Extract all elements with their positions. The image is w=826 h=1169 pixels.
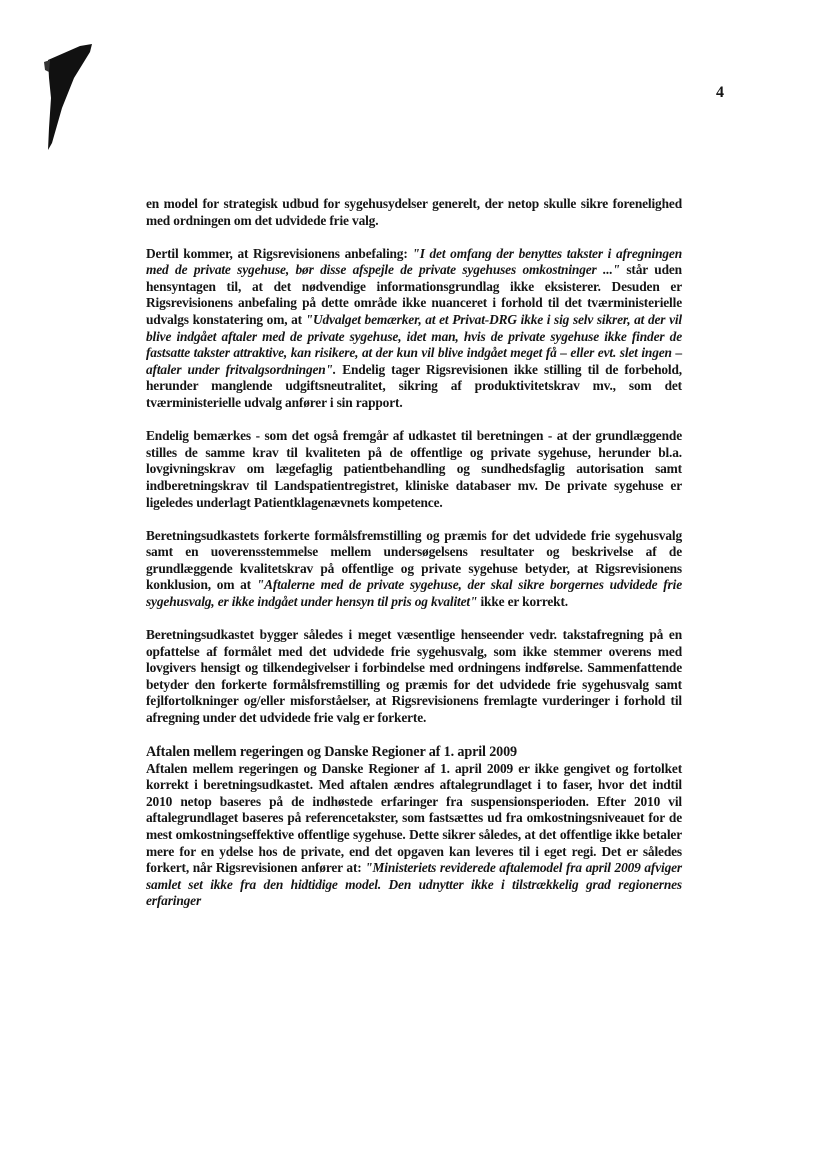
paragraph-4-part-a: Beretningsudkastets forkerte formålsfremstilling og præmis for det udvidede frie sygehusvalg samt en uoverensstemmelse mellem undersøgelsens resultater og beskrivelse af de grundlæggende kvalitetskrav på offentlige og private sygehuse betyder, at Rigsrevisionens konklusion, om at [146, 527, 682, 593]
paragraph-3: Endelig bemærkes - som det også fremgår af udkastet til beretningen - at der grundlæggende stilles de samme krav til kvaliteten på de offentlige og private sygehuse, herunder bl.a. lovgivningskrav om lægefaglig patientbehandling og sundhedsfaglig autorisation samt indberetningskrav til Landspatientregistret, kliniske databaser mv. De private sygehuse er ligeledes underlagt Patientklagenævnets kompetence. [146, 428, 682, 510]
paragraph-4 [146, 528, 682, 611]
quote-committee-remark: "Udvalget bemærker, at et Privat-DRG ikke i sig selv sikrer, at der vil blive indgået aftaler med de private sygehuse, idet man, hvis de private sygehuse ikke finder de fastsatte takster attraktive, kan risikere, at der kun vil blive indgået meget få – eller evt. slet ingen – aftaler under fritvalgsordningen". [146, 312, 682, 377]
scan-artifact-mark [40, 38, 100, 153]
section-paragraph [146, 761, 682, 910]
section-paragraph-text: Aftalen mellem regeringen og Danske Regioner af 1. april 2009 er ikke gengivet og fortolket korrekt i beretningsudkastet. Med aftalen ændres aftalegrundlaget i to faser, hvor det indtil 2010 netop baseres på de indhøstede erfaringer fra suspensionsperioden. Efter 2010 vil aftalegrundlaget baseres på referencetakster, som fastsættes ud fra omkostningsniveauet for de mest omkostningseffektive offentlige sygehuse. Dette sikrer således, at det offentlige ikke betaler mere for en ydelse hos de private, end det opgaven kan leveres til i eget regi. Det er således forkert, når Rigsrevisionen anfører at: [146, 760, 682, 876]
section-heading: Aftalen mellem regeringen og Danske Regioner af 1. april 2009 [146, 743, 517, 760]
paragraph-1: en model for strategisk udbud for sygehusydelser generelt, der netop skulle sikre forenelighed med ordningen om det udvidede frie valg. [146, 196, 682, 228]
paragraph-2 [146, 246, 682, 412]
paragraph-2-part-e: Endelig tager Rigsrevisionen ikke stilling til de forbehold, herunder manglende udgiftsneutralitet, sikring af produktivitetskrav mv., som det tværministerielle udvalg anfører i sin rapport. [146, 361, 682, 411]
paragraph-2-part-a: Dertil kommer, at Rigsrevisionens anbefaling: [146, 245, 413, 261]
paragraph-4-part-c: ikke er korrekt. [477, 593, 568, 609]
page-number: 4 [716, 84, 724, 101]
document-body [146, 196, 682, 910]
paragraph-5: Beretningsudkastet bygger således i meget væsentlige henseender vedr. takstafregning på en opfattelse af formålet med det udvidede frie sygehusvalg, som ikke stemmer overens med lovgivers hensigt og tilkendegivelser i forbindelse med ordningens indførelse. Sammenfattende betyder den forkerte formålsfremstilling og præmis for det udvidede frie sygehusvalg samt fejlfortolkninger og/eller misforståelser, at Rigsrevisionens fremlagte vurderinger i forhold til afregning under det udvidede frie valg er forkerte. [146, 627, 682, 726]
quote-ministry-model: "Ministeriets reviderede aftalemodel fra april 2009 afviger samlet set ikke fra den hidtidige model. Den udnytter ikke i tilstrækkelig grad regionernes erfaringer [146, 860, 682, 909]
quote-conclusion: "Aftalerne med de private sygehuse, der skal sikre borgernes udvidede frie sygehusvalg, er ikke indgået under hensyn til pris og kvalitet" [146, 577, 682, 609]
quote-rigsrevisionen-recommendation: "I det omfang der benyttes takster i afregningen med de private sygehuse, bør disse afspejle de private sygehuses omkostninger ..." [146, 245, 683, 278]
paragraph-2-part-c: står uden hensyntagen til, at det nødvendige informationsgrundlag ikke eksisterer. Desuden er Rigsrevisionens anbefaling på dette område ikke nuanceret i forhold til det tværministerielle udvalgs konstatering om, at [146, 262, 682, 328]
